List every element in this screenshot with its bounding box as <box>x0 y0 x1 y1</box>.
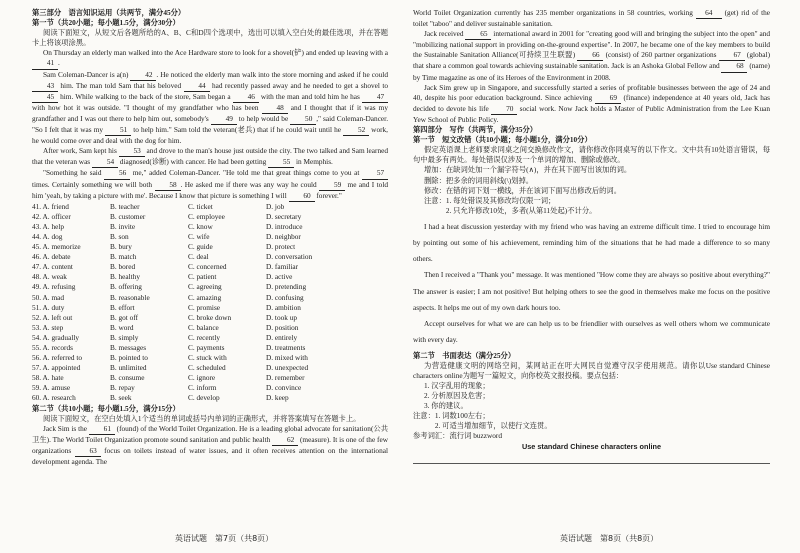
option-choice[interactable]: B. offering <box>110 282 142 292</box>
answer-blank[interactable]: 61 <box>89 424 115 435</box>
rule-item: 增加：在缺词处加一个漏字符号(∧)，并在其下面写出该加的词。 <box>424 165 632 175</box>
answer-blank[interactable]: 51 <box>105 125 131 136</box>
option-choice[interactable]: B. effort <box>110 302 135 312</box>
option-row <box>32 232 388 242</box>
passage-paragraph: "Something he said 56 me," added Coleman-Dancer. "He told me that great things come to you at 57 times. Certainly something we will both 58 . He asked me if there was any way he could 59 me and I told him 'yeah, by taking a picture with me'. Because I know that picture is something I will 60 forever." <box>32 168 388 201</box>
point-item: 2. 分析原因及危害； <box>424 390 490 400</box>
option-row <box>32 313 388 323</box>
answer-blank[interactable]: 42 <box>130 70 156 81</box>
option-choice[interactable]: 42. A. officer <box>32 211 71 221</box>
answer-blank[interactable]: 46 <box>233 92 259 103</box>
option-choice[interactable]: B. seek <box>110 393 132 403</box>
answer-blank[interactable]: 62 <box>272 435 298 446</box>
option-choice[interactable]: C. employee <box>188 211 225 221</box>
rule-item: 注意：1. 每处错误及其修改均仅限一词； <box>424 195 556 205</box>
note-item: 2. 可适当增加细节，以使行文连贯。 <box>413 421 552 431</box>
option-row <box>32 383 388 393</box>
essay-title: Use standard Chinese characters online <box>521 442 662 452</box>
option-row <box>32 303 388 313</box>
page-footer-left: 英语试题 第7页（共8页） <box>175 534 274 543</box>
answer-blank[interactable]: 63 <box>75 446 101 457</box>
passage-paragraph: After work, Sam kept his 53 and drove to the man's house just outside the city. The two talked and Sam learned that the veteran was 54 diagnosed(诊断) with cancer. He had been getting 55 in Memphis. <box>32 146 388 168</box>
option-choice[interactable]: B. word <box>110 322 134 332</box>
notes-list <box>413 411 770 431</box>
option-choice[interactable]: C. guide <box>188 242 213 252</box>
option-row <box>32 202 388 212</box>
option-choice[interactable]: C. concerned <box>188 262 227 272</box>
p4s1-title: 第一节 短文改错（共10小题；每小题1分，满分10分） <box>413 135 592 145</box>
answer-blank[interactable]: 50 <box>290 114 316 125</box>
option-choice[interactable]: D. entirely <box>266 332 298 342</box>
answer-blank[interactable]: 54 <box>92 157 118 168</box>
option-choice[interactable]: C. broke down <box>188 312 232 322</box>
passage-paragraph: Jack received 65 international award in 2001 for "creating good will and bringing the subject into the open" and "mobilizing national support in providing on-the-ground expertise". In 2007, he became one of the key members to build the Sustainable Sanitation Alliance(可持续卫生联盟) 66 (consist) of 260 partner organizations 67 (global) that share a common goal towards achieving sustainable sanitation. Jack is an Ashoka Global Fellow and 68 (name) by Time magazine as one of its Heroes of the Environment in 2008. <box>413 29 771 82</box>
option-choice[interactable]: 50. A. mad <box>32 292 65 302</box>
option-row <box>32 293 388 303</box>
option-row <box>32 363 388 373</box>
option-choice[interactable]: D. active <box>266 272 293 282</box>
option-choice[interactable]: 43. A. help <box>32 221 65 231</box>
passage-paragraph: Jack Sim is the 61 (found) of the World Toilet Organization. He is a leading global advocate for sanitation(公共卫生). The World Toilet Organization promote sound sanitation and public health 62 (measure). It is one of the few organizations 63 focus on toilets instead of water issues, and it often receives attention on the international development agenda. The <box>32 423 388 467</box>
part4-title: 第四部分 写作（共两节，满分35分） <box>413 125 538 135</box>
option-choice[interactable]: 47. A. content <box>32 262 73 272</box>
option-row <box>32 262 388 272</box>
option-choice[interactable]: D. secretary <box>266 211 302 221</box>
option-choice[interactable]: B. messages <box>110 343 147 352</box>
option-row <box>32 343 388 353</box>
option-choice[interactable]: D. pretending <box>266 282 307 292</box>
note-item: 注意：1. 词数100左右； <box>413 411 490 421</box>
rule-item: 删除：把多余的词用斜线(\)划掉。 <box>424 175 534 185</box>
option-choice[interactable]: 45. A. memorize <box>32 242 81 252</box>
option-choice[interactable]: C. recently <box>188 332 221 342</box>
answer-blank[interactable]: 64 <box>696 8 722 19</box>
option-choice[interactable]: 57. A. appointed <box>32 363 81 373</box>
option-choice[interactable]: 41. A. friend <box>32 201 69 211</box>
option-choice[interactable]: C. patient <box>188 272 217 282</box>
s2-title: 第二节（共10小题；每小题1.5分，满分15分） <box>32 403 180 413</box>
option-choice[interactable]: D. position <box>266 322 299 332</box>
essay-paragraph[interactable]: Then I received a "Thank you" message. It was mentioned "How come they are always so positive about everything?" The answer is easier; I am not positive! But helping others to see the good in themselves make me focus on the positive aspects. It helps me out of my own dark hours too. <box>413 270 770 312</box>
reference-vocab: 参考词汇：流行词 buzzword <box>413 431 502 441</box>
option-choice[interactable]: C. develop <box>188 393 220 403</box>
answer-blank[interactable]: 55 <box>268 157 294 168</box>
answer-blank[interactable]: 58 <box>155 180 181 191</box>
essay-paragraph[interactable]: Accept ourselves for what we are can help us to be friendlier with ourselves as well others whom we communicate with every day. <box>413 319 770 345</box>
answer-blank[interactable]: 68 <box>721 61 747 72</box>
option-choice[interactable]: B. teacher <box>110 201 140 211</box>
answer-blank[interactable]: 47 <box>362 92 388 103</box>
answer-blank[interactable]: 49 <box>211 114 237 125</box>
option-choice[interactable]: B. invite <box>110 221 136 231</box>
option-choice[interactable]: 60. A. research <box>32 393 76 403</box>
option-choice[interactable]: C. scheduled <box>188 363 226 373</box>
option-choice[interactable]: B. unlimited <box>110 363 147 373</box>
answer-blank[interactable]: 48 <box>262 103 288 114</box>
option-choice[interactable]: 49. A. refusing <box>32 282 76 292</box>
points-list <box>413 381 770 411</box>
option-choice[interactable]: B. son <box>110 231 129 241</box>
option-row <box>32 222 388 232</box>
option-choice[interactable]: D. unexpected <box>266 363 309 373</box>
option-choice[interactable]: D. ambition <box>266 302 301 312</box>
option-choice[interactable]: C. inform <box>188 383 217 393</box>
option-choice[interactable]: D. keep <box>266 393 289 403</box>
writing-line[interactable] <box>413 452 770 464</box>
passage-paragraph: On Thursday an elderly man walked into the Ace Hardware store to look for a shovel(铲) and ended up leaving with a 41 . <box>32 48 388 69</box>
option-choice[interactable]: 51. A. duty <box>32 302 65 312</box>
option-choice[interactable]: B. healthy <box>110 272 140 282</box>
option-choice[interactable]: C. balance <box>188 322 219 332</box>
option-choice[interactable]: B. match <box>110 252 137 262</box>
answer-blank[interactable]: 67 <box>719 50 745 61</box>
option-choice[interactable]: D. neighbor <box>266 231 301 241</box>
rule-item: 2. 只允许修改10处，多者(从第11处起)不计分。 <box>424 205 597 215</box>
option-choice[interactable]: D. conversation <box>266 252 313 262</box>
option-choice[interactable]: D. protect <box>266 242 296 252</box>
options-table <box>32 202 388 404</box>
option-row <box>32 393 388 403</box>
option-choice[interactable]: C. payments <box>188 343 225 352</box>
s1-instruction: 阅读下面短文，从短文后各题所给的A、B、C和D四个选项中，选出可以填入空白处的最佳选项，并在答题卡上将该项涂黑。 <box>32 28 388 48</box>
option-choice[interactable]: 59. A. amuse <box>32 383 71 393</box>
option-choice[interactable]: C. ticket <box>188 201 213 211</box>
answer-blank[interactable]: 57 <box>362 168 388 179</box>
option-choice[interactable]: 56. A. referred to <box>32 353 83 363</box>
answer-blank[interactable]: 65 <box>465 29 491 40</box>
option-choice[interactable]: B. bury <box>110 242 132 252</box>
answer-blank[interactable]: 52 <box>343 125 369 136</box>
option-choice[interactable]: D. confusing <box>266 292 304 302</box>
essay-paragraph[interactable]: I had a heat discussion yesterday with my friend who was having an extreme difficult time. I tried to encourage him by pointing out some of his achievement, reminding him of the situations that he had made a difference to so many others. <box>413 221 770 264</box>
option-choice[interactable]: D. took up <box>266 312 298 322</box>
right-column <box>413 8 770 464</box>
s1-title: 第一节（共20小题；每小题1.5分，满分30分） <box>32 18 180 28</box>
rules-list <box>413 165 770 215</box>
option-choice[interactable]: B. repay <box>110 383 135 393</box>
option-choice[interactable]: 48. A. weak <box>32 272 67 282</box>
p4s2-title: 第二节 书面表达（满分25分） <box>413 350 516 360</box>
p4s2-instruction: 为营造健康文明的网络空间，某网站正在吁大网民自觉遵守汉字使用规范。请你以Use standard Chinese characters online为题写一篇短文，向你校英文报投稿。要点包括： <box>413 360 770 380</box>
option-choice[interactable]: B. reasonable <box>110 292 150 302</box>
option-choice[interactable]: C. know <box>188 221 213 231</box>
option-row <box>32 353 388 363</box>
option-choice[interactable]: B. consume <box>110 373 145 383</box>
option-choice[interactable]: D. treatments <box>266 343 306 352</box>
option-choice[interactable]: 58. A. hate <box>32 373 64 383</box>
passage-paragraph: Sam Coleman-Dancer is a(n) 42 . He noticed the elderly man walk into the store morning and asked if he could 43 him. The man told Sam that his beloved 44 had recently passed away and he needed to get a shovel to 45 him. While walking to the back of the store, Sam began a 46 with the man and told him he has 47 with how hot it was outside. "I thought of my grandfather who has been 48 and I thought that if it was my grandfather and I was out there to help him out, somebody's 49 to help would be 50 ," said Coleman-Dancer. "So I felt that it was my 51 to help him." Sam told the veteran(老兵) that if he could wait until he 52 work, he would come over and deal with the dog for him. <box>32 69 389 146</box>
answer-blank[interactable]: 56 <box>104 168 130 179</box>
option-choice[interactable]: D. familiar <box>266 262 299 272</box>
option-choice[interactable]: C. ignore <box>188 373 216 383</box>
option-row <box>32 272 388 282</box>
option-choice[interactable]: C. wife <box>188 231 210 241</box>
correction-essay <box>413 219 770 349</box>
option-choice[interactable]: C. agreeing <box>188 282 222 292</box>
option-choice[interactable]: B. got off <box>110 312 139 322</box>
grammar-passage <box>32 424 388 467</box>
option-choice[interactable]: C. amazing <box>188 292 222 302</box>
answer-blank[interactable]: 66 <box>577 50 603 61</box>
option-row <box>32 242 388 252</box>
option-choice[interactable]: D. remember <box>266 373 305 383</box>
answer-blank[interactable]: 41 <box>32 58 58 69</box>
p4s1-instruction: 假定英语课上老师要求同桌之间交换修改作文，请你修改你同桌写的以下作文。文中共有10处语言错误，每句中最多有两处。每处错误仅涉及一个单词的增加、删除或修改。 <box>413 145 770 165</box>
option-choice[interactable]: C. stuck with <box>188 353 227 363</box>
option-choice[interactable]: C. deal <box>188 252 209 262</box>
answer-blank[interactable]: 45 <box>32 92 58 103</box>
left-column <box>32 8 388 467</box>
option-choice[interactable]: D. introduce <box>266 221 303 231</box>
option-row <box>32 333 388 343</box>
option-choice[interactable]: B. customer <box>110 211 146 221</box>
answer-blank[interactable]: 60 <box>289 191 315 202</box>
option-choice[interactable]: 54. A. gradually <box>32 332 80 342</box>
option-choice[interactable]: 44. A. dog <box>32 231 63 241</box>
s2-instruction: 阅读下面短文，在空白处填入1个适当的单词或括号内单词的正确形式，并将答案填写在答题卡上。 <box>43 413 361 423</box>
answer-blank[interactable]: 53 <box>119 146 145 157</box>
option-choice[interactable]: B. pointed to <box>110 353 148 363</box>
option-choice[interactable]: C. promise <box>188 302 221 312</box>
cloze-passage <box>32 48 388 201</box>
answer-blank[interactable]: 70 <box>491 104 517 115</box>
answer-blank[interactable]: 69 <box>595 93 621 104</box>
section-title: 第三部分 语言知识运用（共两节，满分45分） <box>32 8 186 17</box>
option-choice[interactable]: D. job <box>266 201 285 211</box>
option-choice[interactable]: D. convince <box>266 383 302 393</box>
option-choice[interactable]: D. mixed with <box>266 353 308 363</box>
option-choice[interactable]: 46. A. debate <box>32 252 71 262</box>
option-row <box>32 323 388 333</box>
point-item: 3. 你的建议。 <box>424 400 468 410</box>
passage-paragraph: World Toilet Organization currently has 235 member organizations in 58 countries, working 64 (get) rid of the toilet "taboo" and deliver sustainable sanitation. <box>413 8 770 29</box>
passage-paragraph: Jack Sim grew up in Singapore, and successfully started a series of profitable businesses between the age of 24 and 40, despite his poor education background. Since achieving 69 (finance) independence at 40 years old, Jack has decided to devote his life 70 social work. Now Jack holds a Master of Public Administration from the Lee Kuan Yew School of Public Policy. <box>413 82 770 124</box>
option-row <box>32 212 388 222</box>
rule-item: 修改：在错的词下划一横线，并在该词下面写出修改后的词。 <box>424 185 622 195</box>
answer-blank[interactable]: 59 <box>319 180 345 191</box>
answer-blank[interactable]: 44 <box>184 81 210 92</box>
option-choice[interactable]: B. bored <box>110 262 136 272</box>
option-choice[interactable]: 53. A. step <box>32 322 64 332</box>
option-choice[interactable]: 55. A. records <box>32 343 73 352</box>
answer-blank[interactable]: 43 <box>32 81 58 92</box>
point-item: 1. 汉字乱用的现象； <box>424 380 490 390</box>
option-row <box>32 252 388 262</box>
option-row <box>32 373 388 383</box>
option-choice[interactable]: 52. A. left out <box>32 312 73 322</box>
option-choice[interactable]: B. simply <box>110 332 139 342</box>
page-footer-right: 英语试题 第8页（共8页） <box>560 534 659 543</box>
grammar-passage-cont <box>413 8 770 125</box>
option-row <box>32 282 388 292</box>
